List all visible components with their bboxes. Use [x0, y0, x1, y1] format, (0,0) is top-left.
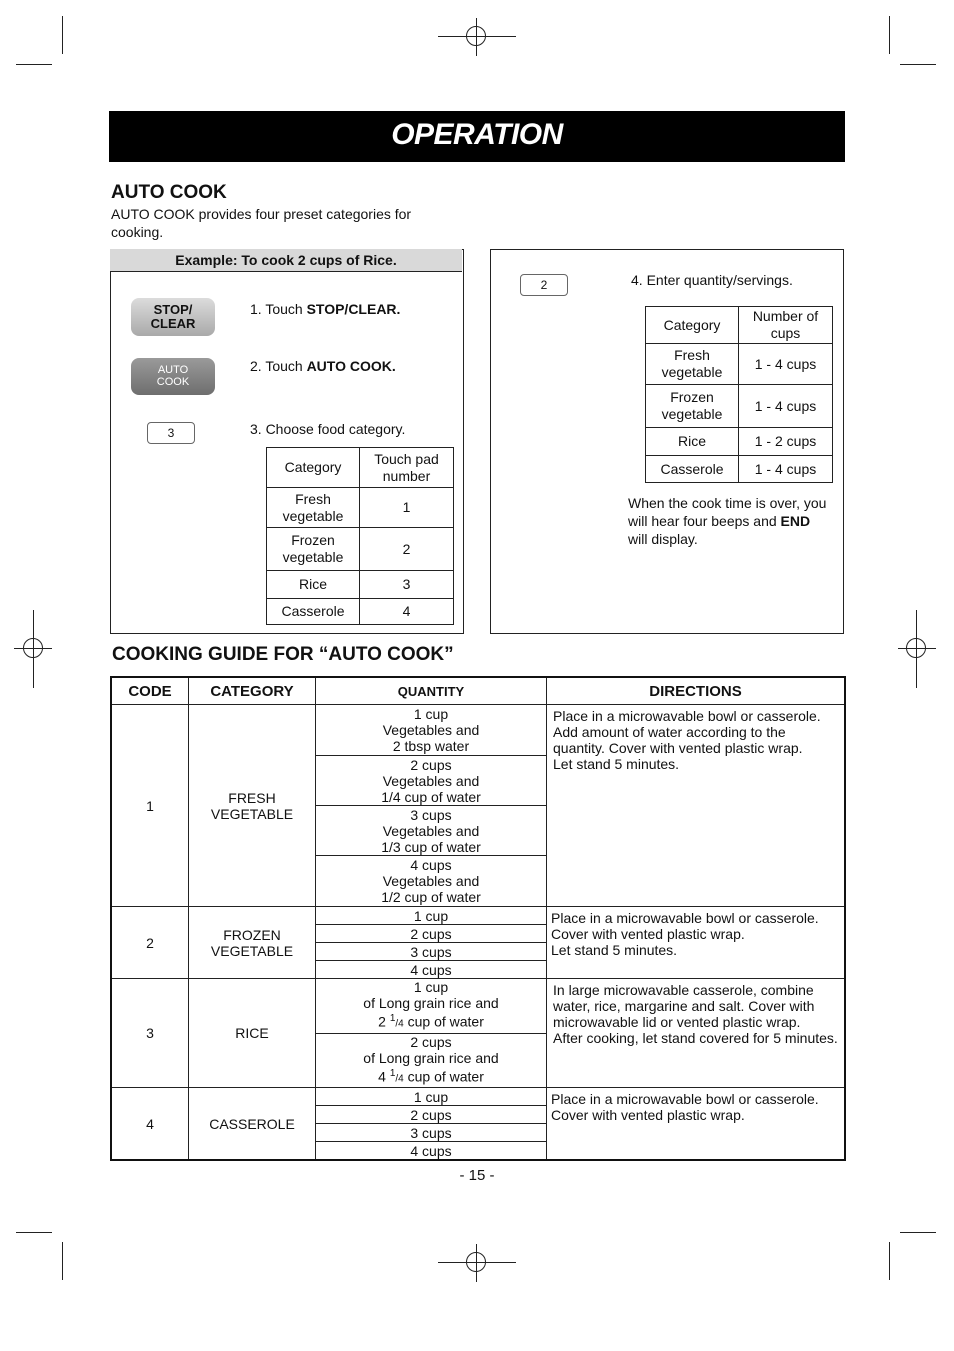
dir-line: Cover with vented plastic wrap. [551, 926, 745, 942]
h2a: Number of [752, 308, 819, 324]
cell-line: vegetable [661, 364, 723, 380]
cat-line: FRESH [228, 789, 276, 806]
h2b: number [382, 467, 431, 484]
end-message [628, 494, 826, 548]
table-cell: Casserole [267, 599, 360, 625]
q-whole: 2 [378, 1013, 390, 1030]
stop-clear-pad-icon [131, 298, 215, 336]
page-title-banner [109, 111, 845, 162]
dir-line: microwavable lid or vented plastic wrap. [553, 1014, 801, 1030]
dir-line: quantity. Cover with vented plastic wrap. [553, 740, 803, 756]
cell-line: Fresh [674, 347, 710, 363]
q-line: Vegetables and [382, 822, 480, 839]
quantity-cell: 2 cups [316, 925, 547, 943]
dir-line: Place in a microwavable bowl or casserole. [551, 910, 819, 926]
table-row [111, 705, 845, 756]
table-header-category: Category [646, 307, 739, 344]
q-frac-num: 1 [389, 1067, 396, 1079]
end-word: END [780, 513, 811, 529]
h2b: cups [770, 325, 801, 341]
table-header-touchpad [360, 448, 454, 488]
end-line-3: will display. [628, 531, 698, 547]
table-cell [267, 488, 360, 528]
q-line: 1 cup [413, 706, 449, 722]
quantity-cell: 1 cup [316, 907, 547, 925]
table-cell: 1 - 2 cups [739, 428, 833, 456]
cell-line: vegetable [282, 507, 344, 524]
category-touchpad-table [266, 447, 454, 625]
example-title: Example: To cook 2 cups of Rice. [110, 249, 462, 272]
q-rest: cup of water [403, 1013, 484, 1030]
q-rest: cup of water [403, 1068, 484, 1085]
category-cups-table [645, 306, 833, 483]
q-line: 1/2 cup of water [381, 889, 481, 905]
table-cell: Rice [267, 571, 360, 599]
col-directions: DIRECTIONS [547, 677, 846, 705]
table-cell: 1 [360, 488, 454, 528]
auto-cook-heading: AUTO COOK [111, 182, 227, 203]
auto-pad-label-2: COOK [156, 376, 190, 388]
intro-line-2: cooking. [111, 224, 164, 240]
q-whole: 4 [378, 1068, 390, 1085]
quantity-cell [316, 979, 547, 1034]
cell-line: Frozen [670, 389, 714, 405]
col-quantity: QUANTITY [316, 677, 547, 705]
step-2-prefix: 2. Touch [250, 358, 307, 374]
dir-line: Place in a microwavable bowl or casserole. [553, 708, 821, 724]
dir-line: Let stand 5 minutes. [553, 756, 680, 772]
guide-heading: COOKING GUIDE FOR “AUTO COOK” [112, 644, 454, 665]
category-cell [189, 705, 316, 907]
cooking-guide-table [110, 676, 846, 1161]
table-header-cups [739, 307, 833, 344]
quantity-cell: 3 cups [316, 943, 547, 961]
table-cell: 1 - 4 cups [739, 385, 833, 428]
cell-line: Fresh [295, 490, 331, 507]
step-1 [250, 300, 400, 318]
table-cell: Casserole [646, 456, 739, 483]
q-frac-num: 1 [389, 1013, 396, 1024]
q-line: 4 cups [410, 857, 452, 873]
q-frac-den: /4 [395, 1018, 404, 1030]
dir-line: Let stand 5 minutes. [551, 942, 678, 958]
table-cell: 2 [360, 528, 454, 571]
page-number: - 15 - [459, 1167, 495, 1184]
table-cell: 1 - 4 cups [739, 344, 833, 385]
col-category: CATEGORY [189, 677, 316, 705]
quantity-cell: 3 cups [316, 1124, 547, 1142]
q-frac-den: /4 [395, 1073, 404, 1085]
intro-line-1: AUTO COOK provides four preset categories for [111, 206, 412, 222]
cat-line: VEGETABLE [210, 942, 294, 959]
q-line: 1/3 cup of water [381, 838, 481, 855]
q-line: 2 cups [410, 756, 452, 773]
quantity-cell: 4 cups [316, 1142, 547, 1161]
q-line: Vegetables and [382, 722, 480, 738]
table-header-category: Category [267, 448, 360, 488]
q-line: Vegetables and [382, 772, 480, 789]
col-code: CODE [111, 677, 189, 705]
stop-pad-label-2: CLEAR [150, 316, 196, 331]
category-cell [189, 907, 316, 979]
code-cell: 2 [111, 907, 189, 979]
quantity-cell [316, 806, 547, 856]
end-line-2 [628, 512, 826, 530]
directions-cell [547, 979, 846, 1088]
quantity-cell: 2 cups [316, 1106, 547, 1124]
end-line-1: When the cook time is over, you [628, 495, 827, 511]
table-cell: 1 - 4 cups [739, 456, 833, 483]
step-3: 3. Choose food category. [250, 421, 406, 437]
dir-line: Cover with vented plastic wrap. [551, 1107, 745, 1124]
q-line [316, 1011, 546, 1033]
auto-pad-label-1: AUTO [157, 364, 189, 376]
cat-line: VEGETABLE [210, 805, 294, 822]
q-line: 2 tbsp water [392, 738, 470, 754]
dir-line: Add amount of water according to the [553, 724, 786, 740]
q-line: 1/4 cup of water [381, 788, 481, 805]
end-line-2-prefix: will hear four beeps and [628, 513, 781, 529]
step-2-bold: AUTO COOK. [306, 358, 396, 374]
code-cell: 4 [111, 1088, 189, 1161]
table-row [111, 907, 845, 925]
q-line: 1 cup [413, 979, 449, 995]
table-cell: 3 [360, 571, 454, 599]
quantity-cell: 1 cup [316, 1088, 547, 1106]
quantity-cell: 4 cups [316, 961, 547, 979]
step-4: 4. Enter quantity/servings. [631, 272, 793, 288]
code-cell: 3 [111, 979, 189, 1088]
dir-line: Place in a microwavable bowl or casserole. [551, 1091, 819, 1108]
cell-line: Frozen [291, 532, 335, 548]
h2a: Touch pad [374, 450, 439, 467]
q-line: of Long grain rice and [363, 995, 499, 1011]
dir-line: After cooking, let stand covered for 5 minutes. [553, 1030, 838, 1046]
step-1-bold: STOP/CLEAR. [306, 301, 401, 317]
cell-line: vegetable [661, 406, 723, 422]
directions-cell [547, 1088, 846, 1161]
dir-line: In large microwavable casserole, combine [553, 982, 814, 998]
quantity-cell [316, 756, 547, 806]
number-2-key-icon: 2 [520, 274, 568, 296]
quantity-cell [316, 1033, 547, 1088]
q-line: 3 cups [410, 806, 452, 823]
code-cell: 1 [111, 705, 189, 907]
category-cell: RICE [189, 979, 316, 1088]
q-line: Vegetables and [382, 873, 480, 889]
stop-pad-label-1: STOP/ [153, 302, 193, 317]
q-line: 2 cups [410, 1033, 452, 1050]
step-1-prefix: 1. Touch [250, 301, 307, 317]
table-cell [646, 385, 739, 428]
dir-line: water, rice, margarine and salt. Cover with [553, 998, 815, 1014]
page-title: OPERATION [391, 118, 563, 151]
table-cell: 4 [360, 599, 454, 625]
category-cell: CASSEROLE [189, 1088, 316, 1161]
q-line: of Long grain rice and [363, 1049, 499, 1066]
table-cell: Rice [646, 428, 739, 456]
step-2 [250, 357, 396, 375]
auto-cook-pad-icon [131, 358, 215, 395]
quantity-cell [316, 856, 547, 907]
cell-line: vegetable [282, 549, 344, 565]
table-row [111, 1088, 845, 1106]
table-row [111, 979, 845, 1034]
table-cell [646, 344, 739, 385]
directions-cell [547, 907, 846, 979]
number-3-key-icon: 3 [147, 422, 195, 444]
directions-cell [547, 705, 846, 907]
cat-line: FROZEN [223, 926, 281, 943]
table-cell [267, 528, 360, 571]
auto-cook-intro [111, 205, 411, 241]
q-line [316, 1066, 546, 1088]
quantity-cell [316, 705, 547, 756]
